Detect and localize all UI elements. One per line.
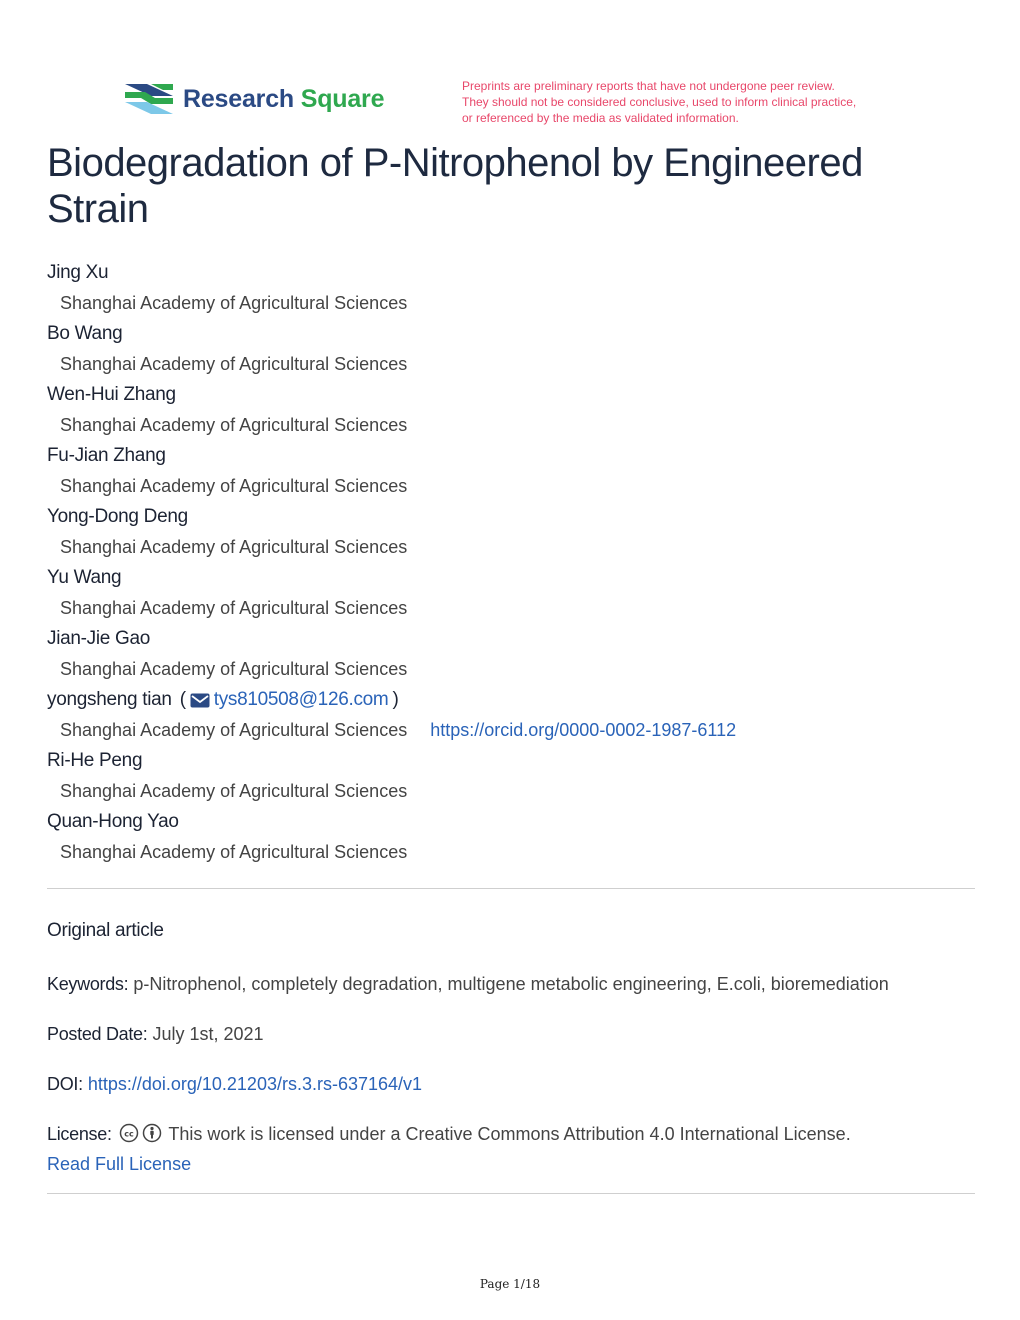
license-text: This work is licensed under a Creative Commons Attribution 4.0 International License. bbox=[168, 1124, 851, 1144]
posted-date-row bbox=[47, 1019, 977, 1049]
divider bbox=[47, 888, 975, 889]
author-affiliation-row bbox=[47, 715, 977, 746]
author-name: Yu Wang bbox=[47, 567, 122, 588]
cc-icon bbox=[119, 1123, 139, 1143]
logo-word-square: Square bbox=[300, 84, 385, 113]
author-name: Jing Xu bbox=[47, 262, 109, 283]
logo-word-research: Research bbox=[183, 84, 294, 113]
research-square-logo[interactable] bbox=[125, 82, 384, 116]
author-entry bbox=[47, 258, 977, 319]
author-entry bbox=[47, 441, 977, 502]
divider bbox=[47, 1193, 975, 1194]
author-name: Yong-Dong Deng bbox=[47, 506, 188, 527]
author-name: Jian-Jie Gao bbox=[47, 628, 151, 649]
close-paren: ) bbox=[392, 689, 399, 710]
author-entry-corresponding bbox=[47, 685, 977, 746]
author-name: Wen-Hui Zhang bbox=[47, 384, 176, 405]
posted-date-label: Posted Date: bbox=[47, 1024, 148, 1044]
author-name: Bo Wang bbox=[47, 323, 123, 344]
author-affiliation: Shanghai Academy of Agricultural Sciences bbox=[60, 415, 408, 435]
article-type: Original article bbox=[47, 920, 164, 941]
page-number: Page 1/18 bbox=[479, 1277, 541, 1291]
author-name: Quan-Hong Yao bbox=[47, 811, 179, 832]
author-name-row bbox=[47, 685, 977, 715]
open-paren: ( bbox=[179, 689, 186, 710]
logo-wordmark bbox=[183, 85, 384, 114]
author-name: Fu-Jian Zhang bbox=[47, 445, 166, 466]
preprint-disclaimer bbox=[462, 78, 922, 126]
read-full-license-link[interactable]: Read Full License bbox=[47, 1154, 192, 1174]
author-name: yongsheng tian bbox=[47, 689, 172, 710]
author-affiliation: Shanghai Academy of Agricultural Sciences bbox=[60, 537, 408, 557]
posted-date-value: July 1st, 2021 bbox=[152, 1024, 264, 1044]
envelope-icon bbox=[190, 693, 210, 708]
preprint-disclaimer-line: or referenced by the media as validated information. bbox=[462, 111, 739, 125]
article-title: Biodegradation of P-Nitrophenol by Engineered Strain bbox=[47, 141, 863, 231]
author-name: Ri-He Peng bbox=[47, 750, 143, 771]
doi-label: DOI: bbox=[47, 1074, 83, 1094]
orcid-link[interactable]: https://orcid.org/0000-0002-1987-6112 bbox=[430, 720, 737, 740]
author-affiliation: Shanghai Academy of Agricultural Sciences bbox=[60, 476, 408, 496]
doi-link[interactable]: https://doi.org/10.21203/rs.3.rs-637164/v1 bbox=[87, 1074, 423, 1094]
author-affiliation: Shanghai Academy of Agricultural Sciences bbox=[60, 659, 408, 679]
author-affiliation: Shanghai Academy of Agricultural Sciences bbox=[60, 293, 408, 313]
author-entry bbox=[47, 502, 977, 563]
svg-text:cc: cc bbox=[123, 1129, 134, 1139]
license-icons[interactable] bbox=[119, 1123, 162, 1143]
page-header bbox=[0, 0, 1020, 140]
author-entry bbox=[47, 807, 977, 868]
author-affiliation: Shanghai Academy of Agricultural Sciences bbox=[60, 598, 408, 618]
doi-row bbox=[47, 1069, 977, 1099]
keywords-row bbox=[47, 969, 977, 999]
license-label: License: bbox=[47, 1124, 112, 1144]
author-affiliation: Shanghai Academy of Agricultural Sciences bbox=[60, 842, 408, 862]
author-entry bbox=[47, 380, 977, 441]
author-email-group bbox=[180, 685, 399, 715]
keywords-label: Keywords: bbox=[47, 974, 129, 994]
keywords-value: p-Nitrophenol, completely degradation, multigene metabolic engineering, E.coli, bioremediation bbox=[133, 974, 889, 994]
author-list bbox=[47, 258, 977, 868]
preprint-disclaimer-line: They should not be considered conclusive, used to inform clinical practice, bbox=[462, 95, 857, 109]
license-row bbox=[47, 1119, 977, 1179]
author-affiliation: Shanghai Academy of Agricultural Sciences bbox=[60, 354, 408, 374]
research-square-logo-icon bbox=[125, 82, 173, 116]
author-affiliation: Shanghai Academy of Agricultural Sciences bbox=[60, 720, 408, 740]
author-entry bbox=[47, 319, 977, 380]
author-entry bbox=[47, 563, 977, 624]
author-entry bbox=[47, 746, 977, 807]
author-email-link[interactable] bbox=[190, 685, 389, 715]
preprint-disclaimer-line: Preprints are preliminary reports that have not undergone peer review. bbox=[462, 79, 835, 93]
author-email: tys810508@126.com bbox=[213, 689, 389, 710]
author-entry bbox=[47, 624, 977, 685]
by-icon bbox=[142, 1123, 162, 1143]
author-affiliation: Shanghai Academy of Agricultural Sciences bbox=[60, 781, 408, 801]
